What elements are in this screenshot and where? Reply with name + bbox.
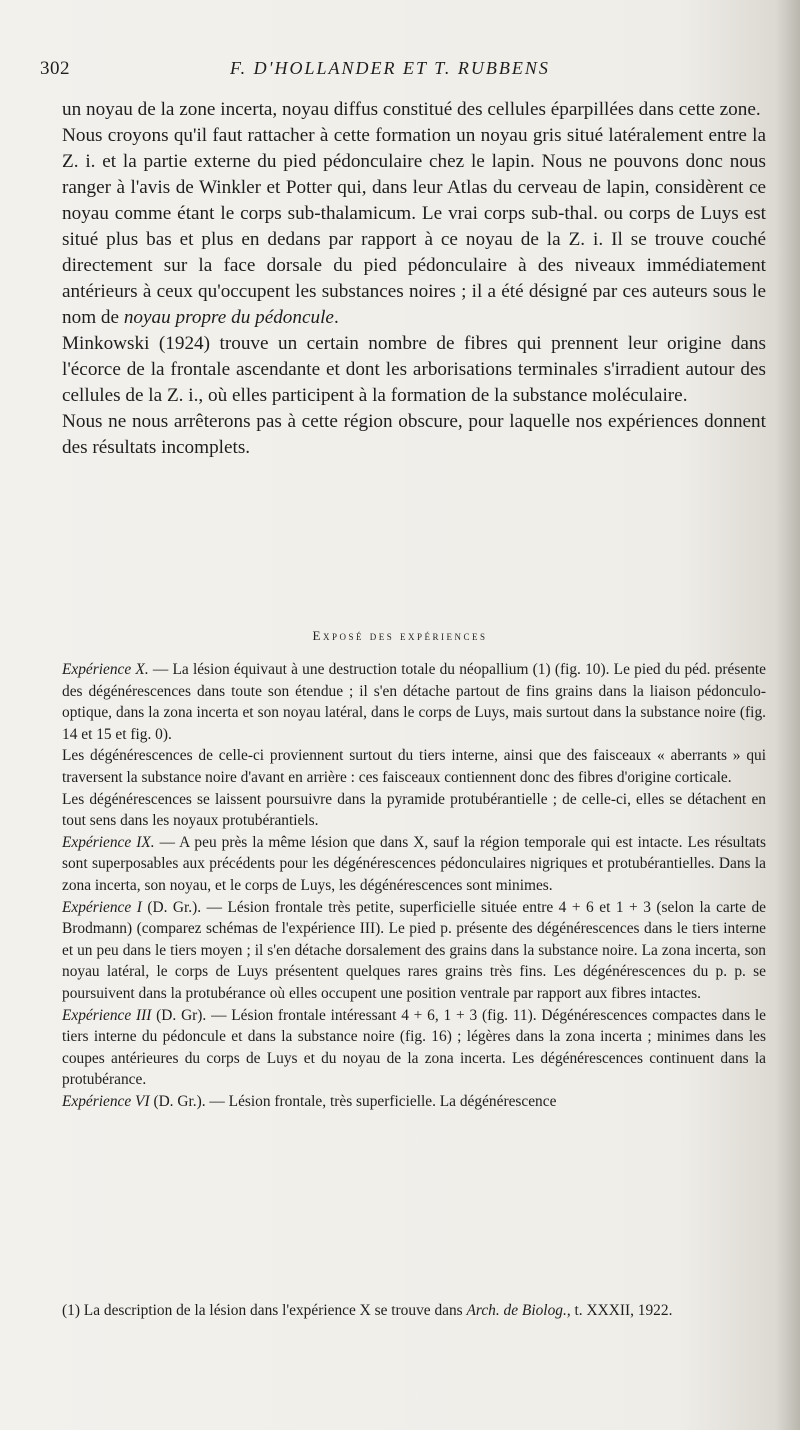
experiment-x [62, 659, 766, 745]
paragraph-1: un noyau de la zone incerta, noyau diffus constitué des cellules éparpillées dans cette zone. [62, 99, 761, 120]
footnote-1 [62, 1300, 766, 1322]
running-head: F. D'HOLLANDER ET T. RUBBENS [230, 58, 550, 78]
experiment-x-label: Expérience X. [62, 661, 149, 678]
experiment-i-text: (D. Gr.). — Lésion frontale très petite, superficielle située entre 4 + 6 et 1 + 3 (selon la carte de Brodmann) (comparez schémas de l'expérience III). Le pied p. présente des dégénérescences dans le tiers interne et un peu dans le tiers moyen ; il s'en détache dorsalement des grains dans la substance noire. La zona incerta, son noyau latéral, le corps de Luys présentent quelques rares grains très fins. Les dégénérescences du p. p. se poursuivent dans la protubérance où elles occupent une position ventrale par rapport aux fibres intactes. [62, 898, 767, 1002]
experiment-x-text: — La lésion équivaut à une destruction totale du néopallium (1) (fig. 10). Le pied du péd. présente des dégénérescences dans toute son étendue ; il s'en détache partout de fins grains dans la liaison pédonculo-optique, dans la zona incerta et son noyau latéral, dans le corps de Luys, mais surtout dans la substance noire (fig. 14 et 15 et fig. 0). [62, 661, 767, 743]
footnotes [62, 1300, 766, 1322]
footnote-1-text-b: , t. XXXII, 1922. [566, 1302, 673, 1319]
footnote-1-text-a: (1) La description de la lésion dans l'expérience X se trouve dans [62, 1302, 467, 1319]
section-title: Exposé des expériences [312, 628, 488, 643]
paragraph-2-text-a: Nous croyons qu'il faut rattacher à cette formation un noyau gris situé latéralement entre la Z. i. et la partie externe du pied pédonculaire chez le lapin. Nous ne pouvons donc nous ranger à l'avis de Winkler et Potter qui, dans leur Atlas du cerveau de lapin, considèrent ce noyau comme étant le corps sub-thalamicum. Le vrai corps sub-thal. ou corps de Luys est situé plus bas et plus en dedans par rapport à ce noyau de la Z. i. Il se trouve couché directement sur la face dorsale du pied pédonculaire à des niveaux immédiatement antérieurs à ceux qu'occupent les substances noires ; il a été désigné par ces auteurs sous le nom de [62, 125, 766, 328]
experiment-iii-label: Expérience III [62, 1006, 152, 1024]
experiment-ix-text: — A peu près la même lésion que dans X, sauf la région temporale qui est intacte. Les résultats sont superposables aux précédents pour les dégénérescences pédonculaires nigriques et protubérantielles. Dans la zona incerta, son noyau, et le corps de Luys, les dégénérescences sont minimes. [62, 833, 766, 894]
experiment-x-paragraph-3: Les dégénérescences se laissent poursuivre dans la pyramide protubérantielle ; de celle-ci, elles se détachent en tout sens dans les noyaux protubérantiels. [62, 790, 766, 830]
page-number: 302 [40, 58, 70, 79]
paragraph-2-text-b: . [333, 307, 339, 328]
page-header [40, 58, 760, 86]
experiment-i-label: Expérience I [62, 898, 142, 916]
paragraph-3: Minkowski (1924) trouve un certain nombre de fibres qui prennent leur origine dans l'écorce de la frontale ascendante et dont les arborisations terminales s'irradient autour des cellules de la Z. i., où elles participent à la formation de la substance moléculaire. [62, 333, 766, 406]
experiment-i [62, 897, 766, 1005]
experiment-ix [62, 832, 766, 897]
experiment-vi [62, 1091, 766, 1113]
experiment-iii [62, 1005, 766, 1091]
paragraph-4: Nous ne nous arrêterons pas à cette région obscure, pour laquelle nos expériences donnent des résultats incomplets. [62, 411, 766, 458]
experiment-x-paragraph-2: Les dégénérescences de celle-ci proviennent surtout du tiers interne, ainsi que des faisceaux « aberrants » qui traversent la substance noire d'avant en arrière : ces faisceaux contiennent donc des fibres d'origine corticale. [62, 747, 766, 786]
paragraph-2 [62, 123, 766, 331]
experiments-text [62, 659, 766, 1112]
body-text [62, 97, 766, 461]
experiment-iii-text: (D. Gr). — Lésion frontale intéressant 4 + 6, 1 + 3 (fig. 11). Dégénérescences compactes dans le tiers interne du pédoncule et dans la substance noire (fig. 16) ; légères dans la zona incerta ; minimes dans les coupes antérieures du corps de Luys et du noyau de la zona incerta. Les dégénérescences continuent dans la protubérance. [62, 1006, 766, 1089]
experiment-vi-text: (D. Gr.). — Lésion frontale, très superficielle. La dégénérescence [149, 1092, 557, 1110]
experiment-ix-label: Expérience IX. [62, 833, 155, 851]
paragraph-2-emphasis: noyau propre du pédoncule [123, 307, 334, 328]
footnote-1-journal: Arch. de Biolog. [466, 1302, 567, 1319]
experiment-vi-label: Expérience VI [62, 1092, 150, 1110]
